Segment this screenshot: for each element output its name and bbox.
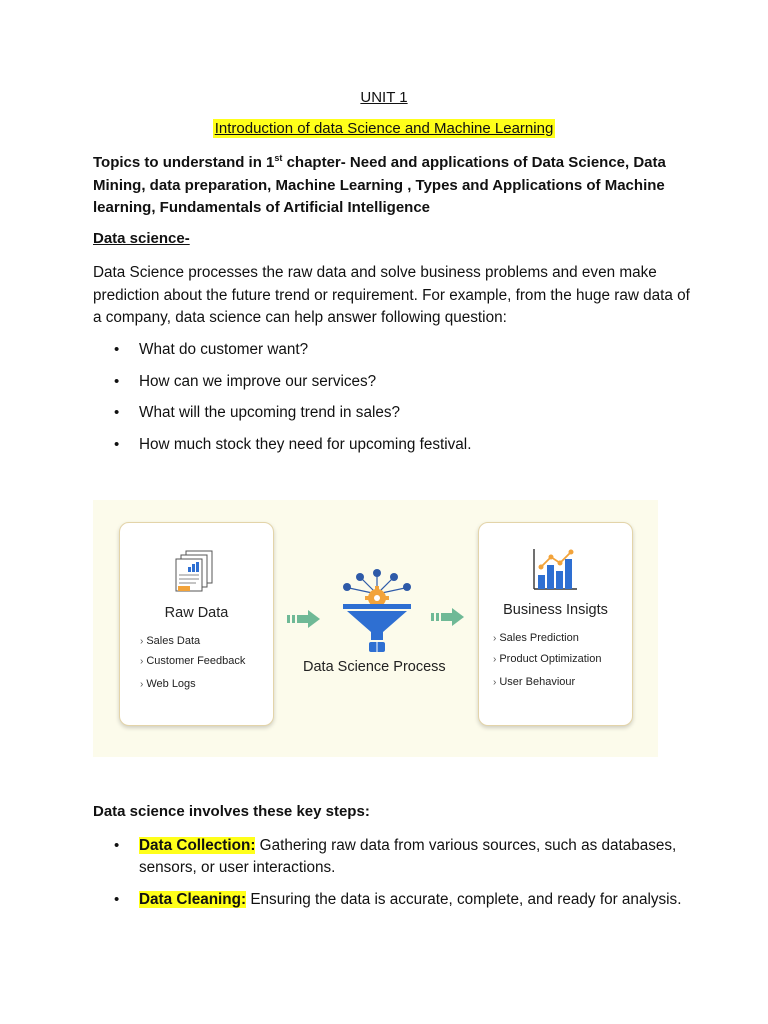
question-text: How can we improve our services? bbox=[139, 372, 377, 390]
bullet-icon: • bbox=[114, 891, 120, 908]
list-item bbox=[93, 372, 693, 404]
chevron-right-icon: › bbox=[493, 654, 497, 665]
bullet-icon: • bbox=[114, 341, 120, 358]
chevron-right-icon: › bbox=[140, 656, 144, 667]
bullet-icon: • bbox=[114, 436, 120, 454]
topics-prefix: Topics to understand in 1 bbox=[93, 154, 275, 171]
chevron-right-icon: › bbox=[140, 679, 144, 690]
step-text: Gathering raw data from various sources, such as databases, sensors, or user interactions. bbox=[139, 837, 677, 876]
data-science-process-figure bbox=[93, 500, 658, 757]
list-item bbox=[93, 340, 693, 372]
key-steps-list bbox=[93, 835, 693, 921]
arrow-right-icon bbox=[431, 608, 465, 626]
subtitle-line bbox=[0, 120, 768, 138]
data-science-heading: Data science- bbox=[93, 230, 190, 247]
step-term: Data Cleaning: bbox=[139, 891, 247, 908]
list-item bbox=[93, 403, 693, 435]
chevron-right-icon: › bbox=[493, 677, 497, 688]
step-term: Data Collection: bbox=[139, 837, 256, 854]
questions-list bbox=[93, 340, 693, 467]
documents-icon bbox=[168, 549, 218, 595]
process-label: Data Science Process bbox=[303, 659, 446, 675]
question-text: What will the upcoming trend in sales? bbox=[139, 404, 401, 422]
bullet-icon: • bbox=[114, 837, 120, 854]
arrow-right-icon bbox=[287, 610, 321, 628]
list-item bbox=[93, 835, 693, 879]
topics-rest: chapter- Need and applications of Data Science, Data Mining, data preparation, Machine Learning , Types and Applications of Machine learning, Fundamentals of Artificial Intelligence bbox=[93, 154, 666, 216]
business-insights-title: Business Insigts bbox=[503, 602, 608, 618]
step-text: Ensuring the data is accurate, complete, and ready for analysis. bbox=[246, 891, 682, 908]
business-insights-item: › Product Optimization bbox=[493, 653, 602, 665]
raw-data-title: Raw Data bbox=[164, 605, 229, 621]
bullet-icon: • bbox=[114, 372, 120, 390]
raw-data-card bbox=[119, 522, 274, 726]
unit-title: UNIT 1 bbox=[360, 89, 408, 106]
raw-data-item: › Web Logs bbox=[140, 678, 196, 690]
topics-paragraph bbox=[93, 152, 693, 220]
business-insights-item: › Sales Prediction bbox=[493, 632, 579, 644]
list-item bbox=[93, 889, 693, 911]
chevron-right-icon: › bbox=[140, 636, 144, 647]
raw-data-item: › Sales Data bbox=[140, 635, 201, 647]
business-insights-item: › User Behaviour bbox=[493, 676, 576, 688]
chevron-right-icon: › bbox=[493, 633, 497, 644]
funnel-gear-icon bbox=[339, 568, 415, 654]
topics-superscript: st bbox=[274, 153, 283, 163]
raw-data-item: › Customer Feedback bbox=[140, 655, 246, 667]
bullet-icon: • bbox=[114, 404, 120, 422]
question-text: How much stock they need for upcoming festival. bbox=[139, 436, 472, 454]
data-science-paragraph: Data Science processes the raw data and solve business problems and even make prediction about the future trend or requirement. For example, from the huge raw data of a company, data science can help answer following question: bbox=[93, 264, 690, 326]
question-text: What do customer want? bbox=[139, 341, 309, 358]
key-steps-heading: Data science involves these key steps: bbox=[93, 803, 370, 820]
bar-chart-icon bbox=[531, 547, 579, 591]
chapter-subtitle: Introduction of data Science and Machine Learning bbox=[214, 120, 554, 137]
business-insights-card bbox=[478, 522, 633, 726]
list-item bbox=[93, 435, 693, 467]
